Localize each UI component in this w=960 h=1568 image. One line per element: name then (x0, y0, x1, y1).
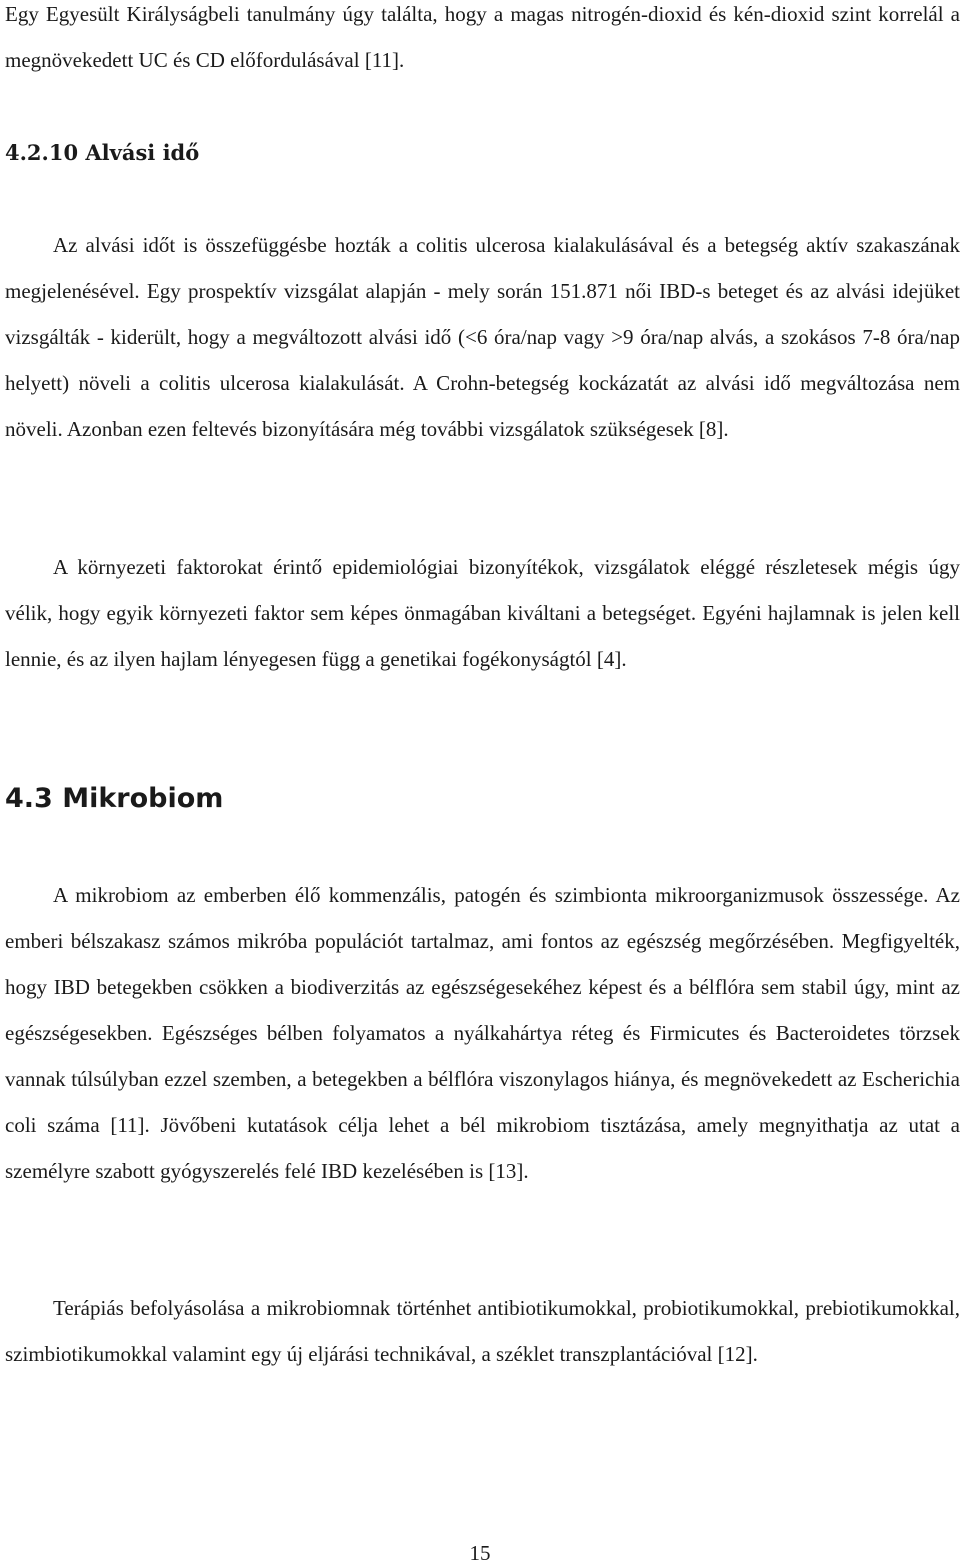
paragraph-mikrobiom-1: A mikrobiom az emberben élő kommenzális, patogén és szimbionta mikroorganizmusok összessége. Az emberi bélszakasz számos mikróba populációt tartalmaz, ami fontos az egészség megőrzésében. Megfigyelték, hogy IBD betegekben csökken a biodiverzitás az egészségesekéhez képest és a bélflóra sem stabil úgy, mint az egészségesekben. Egészséges bélben folyamatos a nyálkahártya réteg és Firmicutes és Bacteroidetes törzsek vannak túlsúlyban ezzel szemben, a betegekben a bélflóra viszonylagos hiánya, és megnövekedett az Escherichia coli száma [11]. Jövőbeni kutatások célja lehet a bél mikrobiom tisztázása, amely megnyithatja az utat a személyre szabott gyógyszerelés felé IBD kezelésében is [13]. (5, 883, 960, 1183)
paragraph-alvasi-ido-1: Az alvási időt is összefüggésbe hozták a colitis ulcerosa kialakulásával és a betegség aktív szakaszának megjelenésével. Egy prospektív vizsgálat alapján - mely során 151.871 női IBD-s beteget és az alvási idejüket vizsgálták - kiderült, hogy a megváltozott alvási idő (<6 óra/nap vagy >9 óra/nap alvás, a szokásos 7-8 óra/nap helyett) növeli a colitis ulcerosa kialakulását. A Crohn-betegség kockázatát az alvási idő megváltozása nem növeli. Azonban ezen feltevés bizonyítására még további vizsgálatok szükségesek [8]. (5, 233, 960, 441)
section-heading-4-3: 4.3 Mikrobiom (5, 783, 224, 814)
paragraph-top: Egy Egyesült Királyságbeli tanulmány úgy találta, hogy a magas nitrogén-dioxid és kén-dioxid szint korrelál a megnövekedett UC és CD előfordulásával [11]. (5, 2, 960, 72)
paragraph-alvasi-ido-2: A környezeti faktorokat érintő epidemiológiai bizonyítékok, vizsgálatok eléggé részletesek mégis úgy vélik, hogy egyik környezeti faktor sem képes önmagában kiváltani a betegséget. Egyéni hajlamnak is jelen kell lennie, és az ilyen hajlam lényegesen függ a genetikai fogékonyságtól [4]. (5, 555, 960, 671)
page-number: 15 (469, 1541, 491, 1565)
section-heading-4-2-10: 4.2.10 Alvási idő (5, 140, 200, 165)
paragraph-mikrobiom-2: Terápiás befolyásolása a mikrobiomnak történhet antibiotikumokkal, probiotikumokkal, prebiotikumokkal, szimbiotikumokkal valamint egy új eljárási technikával, a széklet transzplantációval [12]. (5, 1296, 960, 1366)
